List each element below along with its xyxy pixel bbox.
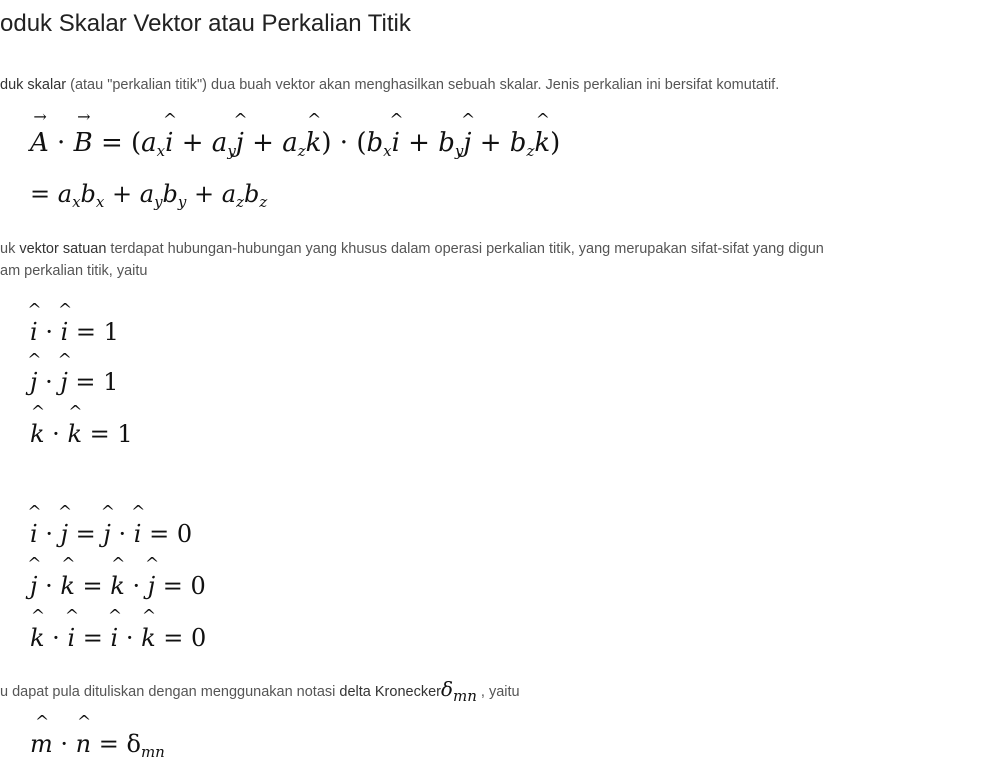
equation-dot-product-expansion: A → · B → = ($a_xi$ ^ + $a_yj$ ^ + $a_zk$ ^) · ($b_xi$ ^ + $b_yj$ ^ + $b_zk$ ^) (30, 128, 560, 160)
equation-jk: j ^ · k ^ = k ^ · j ^ = 0 (30, 572, 206, 600)
equation-kronecker: m ^ · n ^ = $\delta_{mn}$ (30, 730, 165, 761)
equation-jj: j ^ · j ^ = 1 (30, 368, 118, 396)
kronecker-delta-symbol: $\delta_{mn}$ (440, 677, 477, 705)
link-produk-skalar[interactable]: duk skalar (0, 77, 67, 93)
intro-paragraph (0, 74, 779, 96)
equation-kk: k ^ · k ^ = 1 (30, 420, 133, 448)
unit-vector-paragraph: uk vektor satuan terdapat hubungan-hubungan yang khusus dalam operasi perkalian titik, yang merupakan sifat-sifat yang digun am perkalian titik, yaitu (0, 241, 824, 279)
page-title: oduk Skalar Vektor atau Perkalian Titik (0, 10, 411, 37)
kronecker-paragraph: u dapat pula dituliskan dengan menggunakan notasi delta Kroneckerδ$_{mn}$ , yaitu (0, 677, 520, 705)
intro-text: (atau "perkalian titik") dua buah vektor akan menghasilkan sebuah skalar. Jenis perkalian ini bersifat komutatif. (66, 77, 780, 93)
equation-ij: i ^ · j ^ = j ^ · i ^ = 0 (30, 520, 192, 548)
link-vektor-satuan[interactable]: vektor satuan (19, 241, 107, 257)
equation-ii: i ^ · i ^ = 1 (30, 318, 119, 346)
equation-ki: k ^ · i ^ = i ^ · k ^ = 0 (30, 624, 206, 652)
link-delta-kronecker[interactable]: delta Kronecker (339, 684, 441, 700)
equation-dot-product-result: = $a_xb_x + a_yb_y + a_zb_z$ (30, 180, 268, 211)
